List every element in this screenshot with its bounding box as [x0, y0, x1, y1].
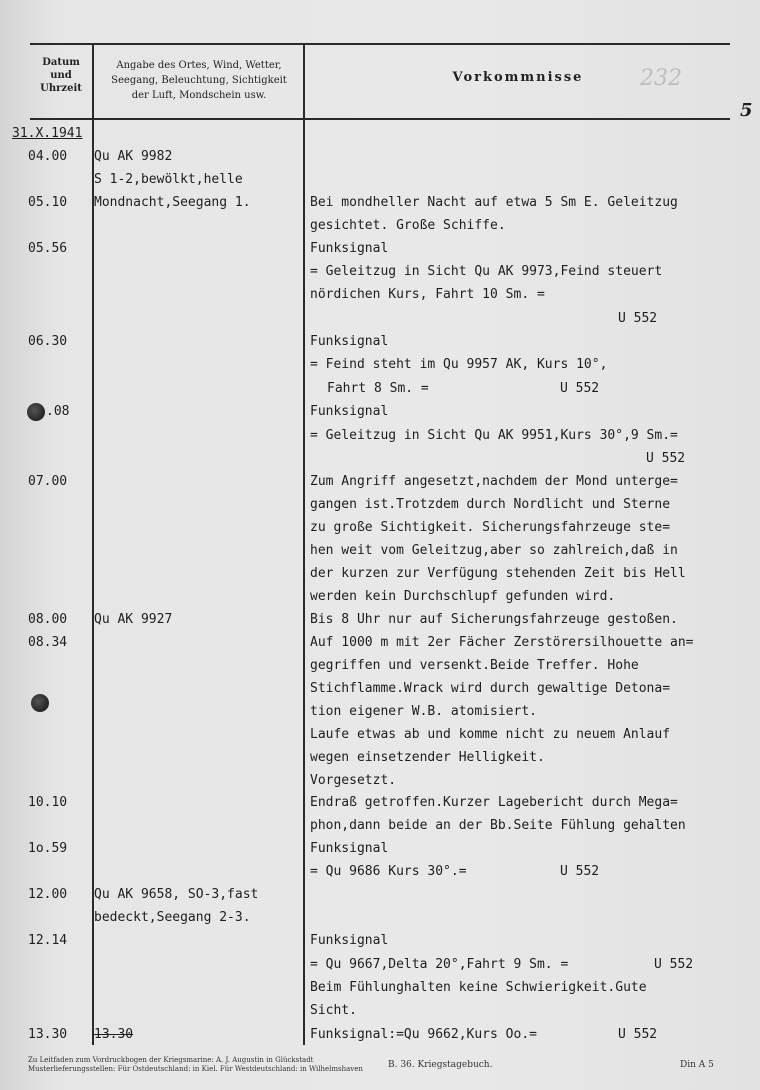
header-rule: [30, 118, 730, 120]
event-line: = Geleitzug in Sicht Qu AK 9951,Kurs 30°,9 Sm.=: [310, 428, 678, 443]
event-line: = Qu 9667,Delta 20°,Fahrt 9 Sm. =: [310, 957, 569, 972]
punch-hole: [31, 694, 49, 712]
event-line: tion eigener W.B. atomisiert.: [310, 704, 537, 719]
header-date-label: Uhrzeit: [40, 83, 82, 94]
time-entry: 1o.59: [28, 841, 68, 856]
printer-imprint-line: Zu Leitfaden zum Vordruckbogen der Kriegsmarine: A. J. Augustin in Glückstadt: [28, 1056, 314, 1064]
event-line: U 552: [618, 311, 658, 326]
time-entry: 05.10: [28, 195, 68, 210]
event-line: nördichen Kurs, Fahrt 10 Sm. =: [310, 287, 545, 302]
event-line: Endraß getroffen.Kurzer Lagebericht durch Mega=: [310, 795, 678, 810]
event-line: der kurzen zur Verfügung stehenden Zeit bis Hell: [310, 566, 686, 581]
log-date: 31.X.1941: [12, 126, 83, 141]
printer-imprint: [28, 1056, 363, 1074]
top-rule: [30, 43, 730, 45]
header-place-label: Angabe des Ortes, Wind, Wetter,: [116, 60, 282, 71]
header-events-column: Vorkommnisse: [452, 70, 584, 85]
time-entry: 12.00: [28, 887, 68, 902]
time-entry: 12.14: [28, 933, 68, 948]
time-entry: 06.30: [28, 334, 68, 349]
event-line: Funksignal: [310, 404, 389, 419]
header-place-label: Seegang, Beleuchtung, Sichtigkeit: [111, 75, 287, 86]
event-line: phon,dann beide an der Bb.Seite Fühlung gehalten: [310, 818, 686, 833]
event-line: zu große Sichtigkeit. Sicherungsfahrzeuge ste=: [310, 520, 671, 535]
event-line: Vorgesetzt.: [310, 773, 397, 788]
header-date-label: und: [50, 70, 72, 81]
form-number: B. 36. Kriegstagebuch.: [388, 1060, 493, 1070]
event-line: = Feind steht im Qu 9957 AK, Kurs 10°,: [310, 357, 608, 372]
place-entry: bedeckt,Seegang 2-3.: [94, 910, 251, 925]
place-entry: Qu AK 9927: [94, 612, 173, 627]
event-line: U 552: [618, 1027, 658, 1042]
place-entry: Mondnacht,Seegang 1.: [94, 195, 251, 210]
event-line: Funksignal:=Qu 9662,Kurs Oo.=: [310, 1027, 537, 1042]
event-line: Funksignal: [310, 933, 389, 948]
event-line: gesichtet. Große Schiffe.: [310, 218, 506, 233]
event-line: Funksignal: [310, 334, 389, 349]
pencil-page-number: 232: [640, 66, 682, 91]
time-entry: 08.34: [28, 635, 68, 650]
paper-format: Din A 5: [680, 1060, 714, 1070]
time-entry: 08.00: [28, 612, 68, 627]
header-date-label: Datum: [42, 57, 80, 68]
header-date-column: [30, 56, 92, 95]
time-entry: 04.00: [28, 149, 68, 164]
event-line: Stichflamme.Wrack wird durch gewaltige Detona=: [310, 681, 671, 696]
time-entry: .08: [46, 404, 70, 419]
event-line: werden kein Durchschlupf gefunden wird.: [310, 589, 616, 604]
time-entry: 13.30: [28, 1027, 68, 1042]
time-entry: 05.56: [28, 241, 68, 256]
event-line: Auf 1000 m mit 2er Fächer Zerstörersilhouette an=: [310, 635, 694, 650]
column-divider-2: [303, 45, 305, 1045]
event-line: Funksignal: [310, 841, 389, 856]
event-line: Funksignal: [310, 241, 389, 256]
event-line: U 552: [654, 957, 694, 972]
event-line: Fahrt 8 Sm. =: [327, 381, 429, 396]
event-line: U 552: [560, 381, 600, 396]
place-entry: Qu AK 9982: [94, 149, 173, 164]
place-entry: Qu AK 9658, SO-3,fast: [94, 887, 259, 902]
header-place-label: der Luft, Mondschein usw.: [131, 90, 267, 101]
page-number: 5: [740, 100, 753, 121]
event-line: hen weit vom Geleitzug,aber so zahlreich,daß in: [310, 543, 678, 558]
printer-imprint-line: Musterlieferungsstellen: Für Ostdeutschland: in Kiel. Für Westdeutschland: in Wilhelmshaven: [28, 1065, 363, 1073]
event-line: = Geleitzug in Sicht Qu AK 9973,Feind steuert: [310, 264, 663, 279]
event-line: gangen ist.Trotzdem durch Nordlicht und Sterne: [310, 497, 671, 512]
place-entry: 13.30: [94, 1027, 134, 1042]
time-entry: 07.00: [28, 474, 68, 489]
event-line: U 552: [560, 864, 600, 879]
event-line: Bei mondheller Nacht auf etwa 5 Sm E. Geleitzug: [310, 195, 678, 210]
event-line: Laufe etwas ab und komme nicht zu neuem Anlauf: [310, 727, 671, 742]
event-line: = Qu 9686 Kurs 30°.=: [310, 864, 467, 879]
header-place-column: [96, 58, 302, 103]
punch-hole: [27, 403, 45, 421]
time-entry: 10.10: [28, 795, 68, 810]
place-entry: S 1-2,bewölkt,helle: [94, 172, 243, 187]
event-line: Sicht.: [310, 1003, 357, 1018]
event-line: U 552: [646, 451, 686, 466]
event-line: Beim Fühlunghalten keine Schwierigkeit.Gute: [310, 980, 647, 995]
event-line: gegriffen und versenkt.Beide Treffer. Hohe: [310, 658, 639, 673]
event-line: Bis 8 Uhr nur auf Sicherungsfahrzeuge gestoßen.: [310, 612, 678, 627]
event-line: Zum Angriff angesetzt,nachdem der Mond unterge=: [310, 474, 678, 489]
event-line: wegen einsetzender Helligkeit.: [310, 750, 545, 765]
